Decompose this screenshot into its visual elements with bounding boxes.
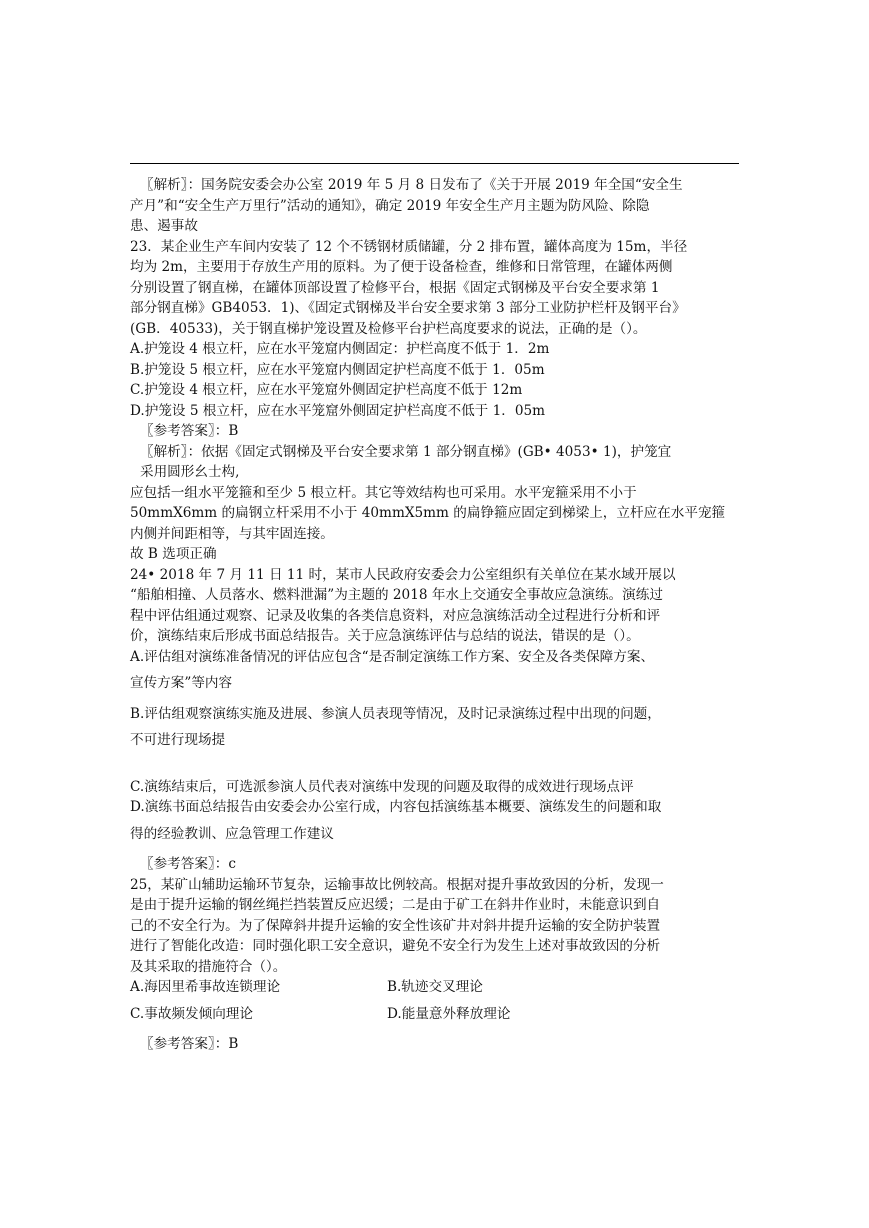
header-rule — [130, 163, 739, 164]
answer-line: 〖参考答案〗：c — [140, 856, 236, 872]
question-stem-line: 是由于提升运输的钢丝绳拦挡装置反应迟缓；二是由于矿工在斜井作业时，未能意识到自 — [130, 897, 661, 913]
option-d: D.护笼设 5 根立杆，应在水平笼窟外侧固定护栏高度不低于 1．05m — [130, 402, 546, 419]
option-c: C.事故频发倾向理论 — [130, 1005, 253, 1022]
answer-line: 〖参考答案〗：B — [140, 423, 239, 439]
analysis-line: 〖解析〗：国务院安委会办公室 2019 年 5 月 8 日发布了《关于开展 2019 年全国“安全生 — [140, 177, 683, 193]
analysis-body-line: 故 B 选项正确 — [130, 546, 217, 562]
question-stem-line: 及其采取的措施符合（）。 — [130, 958, 287, 975]
question-stem-line: 己的不安全行为。为了保障斜井提升运输的安全性该矿井对斜井提升运输的安全防护装置 — [130, 917, 661, 934]
analysis-line: 产月”和“安全生产万里行”活动的通知》，确定 2019 年安全生产月主题为防风险、除隐 — [130, 197, 650, 214]
option-c: C.演练结束后，可选派参演人员代表对演练中发现的问题及取得的成效进行现场点评 — [130, 778, 634, 795]
option-d: D.演练书面总结报告由安委会办公室行成，内容包括演练基本概要、演练发生的问题和取 — [130, 799, 662, 815]
option-d-cont: 得的经验教训、应急管理工作建议 — [130, 825, 334, 842]
option-d: D.能量意外释放理论 — [387, 1005, 511, 1022]
q22-analysis — [130, 175, 739, 237]
question-stem-line: 价，演练结束后形成书面总结报告。关于应急演练评估与总结的说法，错误的是（）。 — [130, 628, 640, 644]
question-stem-line: 进行了智能化改造：同时强化职工安全意识，避免不安全行为发生上述对事故致因的分析 — [130, 938, 661, 954]
question-25 — [130, 875, 739, 1055]
question-stem-line: 分别设置了钢直梯，在罐体顶部设置了检修平台，根据《固定式钢梯及平台安全要求第 1 — [130, 279, 660, 296]
option-a: A.海因里希事故连锁理论 — [130, 979, 281, 995]
question-stem-line: 均为 2m，主要用于存放生产用的原料。为了便于设备检查，维修和日常管理，在罐体两侧 — [130, 259, 673, 275]
question-stem-line: 23．某企业生产车间内安装了 12 个不锈钢材质储罐，分 2 排布置，罐体高度为 15m，半径 — [130, 238, 688, 255]
question-stem-line: 24• 2018 年 7 月 11 日 11 时，某市人民政府安委会力公室组织有关单位在某水域开展以 — [130, 566, 676, 583]
question-stem-line: “船舶相撞、人员落水、燃料泄漏”为主题的 2018 年水上交通安全事故应急演练。演练过 — [130, 587, 663, 603]
answer-line: 〖参考答案〗：B — [140, 1036, 239, 1052]
question-stem-line: 程中评估组通过观察、记录及收集的各类信息资料，对应急演练活动全过程进行分析和评 — [130, 607, 661, 624]
option-b-cont: 不可进行现场提 — [130, 732, 226, 748]
question-stem-line: (GB．40533)，关于钢直梯护笼设置及检修平台护栏高度要求的说法，正确的是（）。 — [130, 320, 647, 337]
option-a-cont: 宣传方案”等内容 — [130, 675, 233, 691]
analysis-line: 采用圆形幺士构, — [140, 464, 240, 480]
question-24 — [130, 565, 739, 875]
options-row — [130, 977, 739, 998]
question-23 — [130, 237, 739, 565]
question-stem-line: 25，某矿山辅助运输环节复杂，运输事故比例较高。根据对提升事故致因的分析，发现一 — [130, 876, 664, 893]
option-c: C.护笼设 4 根立杆，应在水平笼窟外侧固定护栏高度不低于 12m — [130, 382, 523, 398]
option-a: A.评估组对演练准备情况的评估应包含“是否制定演练工作方案、安全及各类保障方案、 — [130, 648, 655, 665]
analysis-line: 患、遏事故 — [130, 218, 198, 234]
question-stem-line: 部分钢直梯》GB4053．1)、《固定式钢梯及半台安全要求第 3 部分工业防护栏杆及钢平台》 — [130, 300, 686, 316]
option-b: B.护笼设 5 根立杆，应在水平笼窟内侧固定护栏高度不低于 1．05m — [130, 361, 545, 378]
analysis-body-line: 内侧并间距相等，与其牢固连接。 — [130, 525, 334, 542]
analysis-body-line: 50mmX6mm 的扁钢立杆采用不小于 40mmX5mm 的扁铮箍应固定到梯梁上，立杆应在水平宠箍 — [130, 505, 726, 521]
analysis-body-line: 应包括一组水平笼箍和至少 5 根立杆。其它等效结构也可采用。水平宠箍采用不小于 — [130, 484, 637, 501]
option-a: A.护笼设 4 根立杆，应在水平笼窟内侧固定：护栏高度不低于 1．2m — [130, 341, 550, 357]
analysis-line: 〖解析〗：依据《固定式钢梯及平台安全要求第 1 部分钢直梯》(GB• 4053• 1)，护笼宜 — [140, 443, 672, 460]
option-b: B.轨迹交叉理论 — [387, 979, 483, 995]
options-row — [130, 1004, 739, 1025]
option-b: B.评估组观察演练实施及进展、参演人员表现等情况，及时记录演练过程中出现的问题， — [130, 705, 661, 722]
document-body — [130, 175, 739, 1055]
